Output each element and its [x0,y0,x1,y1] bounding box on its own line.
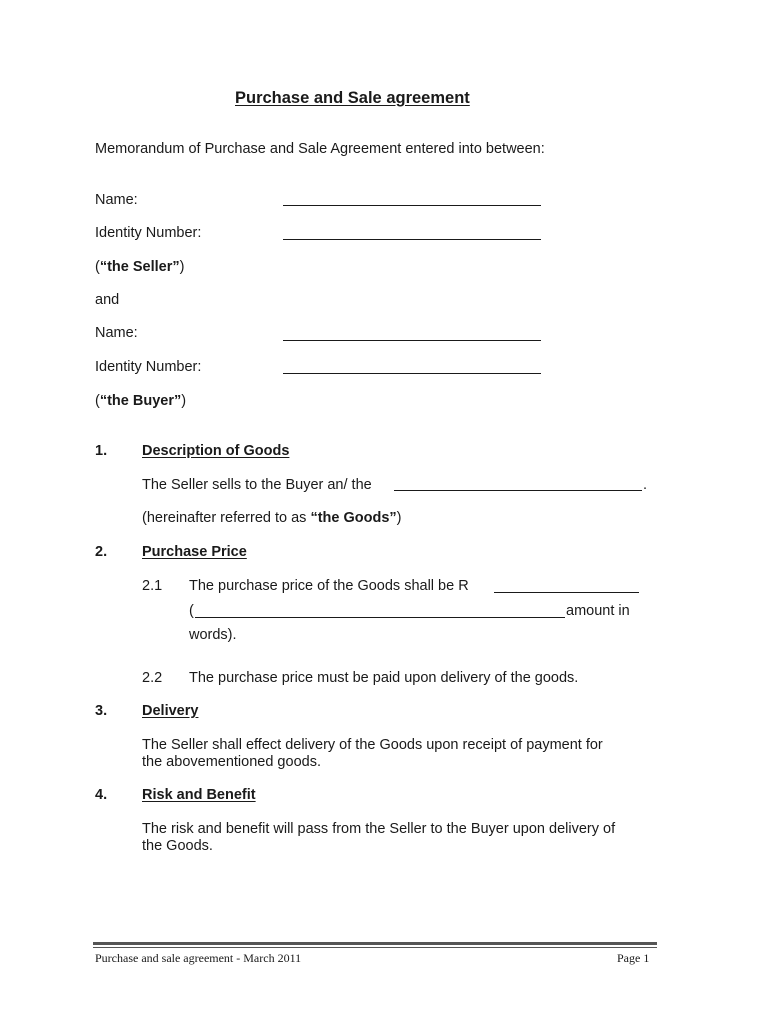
section-3-number: 3. [95,703,108,719]
seller-role-close: ) [179,259,185,275]
goods-description-field[interactable] [394,490,642,491]
subsection-2-2-number: 2.2 [142,670,163,686]
section-4-heading: Risk and Benefit [142,787,256,803]
seller-role-open: ( [95,259,100,275]
section-1-heading: Description of Goods [142,443,290,459]
intro-text: Memorandum of Purchase and Sale Agreement entered into between: [95,141,545,157]
price-words-field[interactable] [195,617,565,618]
footer-rule-thick [93,942,657,945]
section-1-number: 1. [95,443,108,459]
seller-id-field[interactable] [283,239,541,240]
section-3-heading: Delivery [142,703,199,719]
section-2-heading: Purchase Price [142,544,247,560]
section-3-body-line2: the abovementioned goods. [142,754,321,770]
footer-left: Purchase and sale agreement - March 2011 [95,951,302,965]
section-4-body-line1: The risk and benefit will pass from the Seller to the Buyer upon delivery of [142,821,616,837]
buyer-name-label: Name: [95,325,138,341]
seller-id-label: Identity Number: [95,225,202,241]
seller-role-bold: “the Seller” [99,259,180,275]
section-1-line1-prefix: The Seller sells to the Buyer an/ the [142,477,372,493]
seller-role [95,259,184,276]
subsection-2-1-cont-suffix: amount in [566,603,630,619]
section-1-line2 [142,510,402,527]
section-4-body-line2: the Goods. [142,838,213,854]
section-1-line1-suffix: . [643,477,648,493]
subsection-2-1-cont-end: words). [189,627,237,643]
subsection-2-1-text: The purchase price of the Goods shall be R [189,578,469,594]
price-amount-field[interactable] [494,592,639,593]
buyer-role-open: ( [95,393,100,409]
section-3-body-line1: The Seller shall effect delivery of the Goods upon receipt of payment for [142,737,603,753]
seller-name-label: Name: [95,192,138,208]
subsection-2-1-number: 2.1 [142,578,163,594]
section-1-line2-bold: “the Goods” [310,510,397,526]
buyer-role [95,393,186,410]
buyer-id-label: Identity Number: [95,359,202,375]
and-text: and [95,292,120,308]
footer-page-number: Page 1 [617,951,650,965]
document-title: Purchase and Sale agreement [235,89,470,107]
section-2-number: 2. [95,544,108,560]
seller-name-field[interactable] [283,205,541,206]
footer-rule-thin [93,947,657,948]
subsection-2-2-text: The purchase price must be paid upon delivery of the goods. [189,670,579,686]
section-4-number: 4. [95,787,108,803]
buyer-id-field[interactable] [283,373,541,374]
buyer-role-bold: “the Buyer” [99,393,182,409]
buyer-role-close: ) [181,393,187,409]
buyer-name-field[interactable] [283,340,541,341]
section-1-line2-suffix: ) [396,510,402,526]
section-1-line2-prefix: (hereinafter referred to as [142,510,311,526]
subsection-2-1-cont-open: ( [189,603,194,619]
